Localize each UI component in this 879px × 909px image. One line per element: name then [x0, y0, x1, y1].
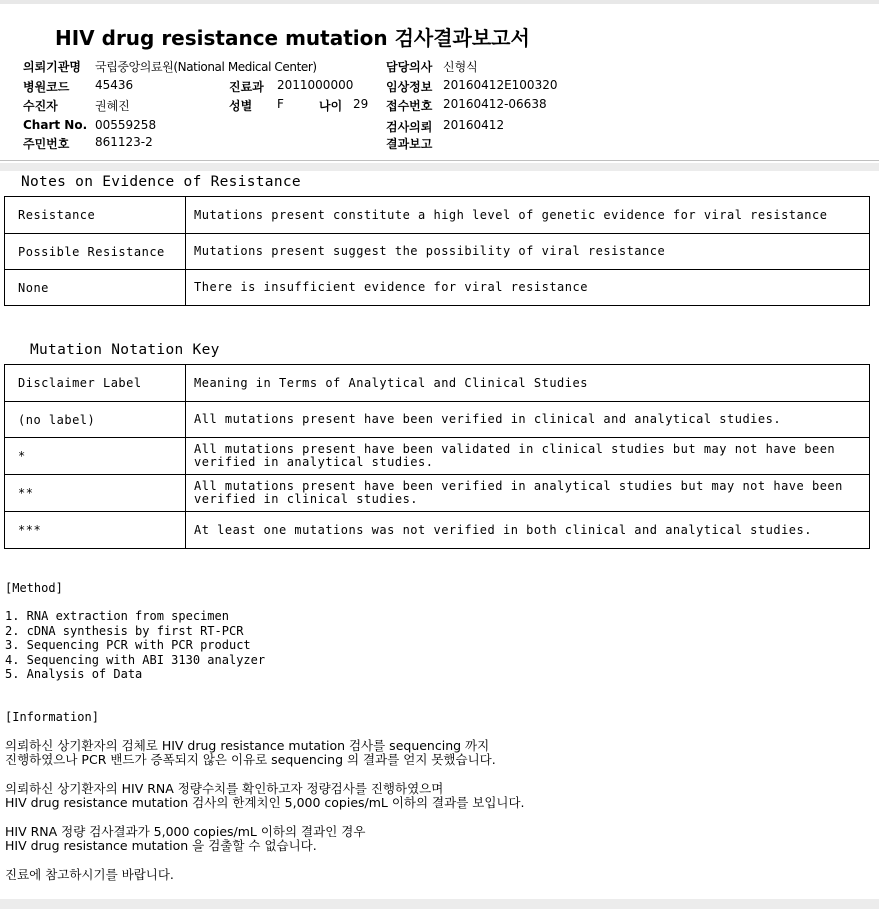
report-title: HIV drug resistance mutation 검사결과보고서	[55, 26, 530, 50]
table-row	[5, 234, 870, 270]
clinical-info-value: 20160412E100320	[443, 78, 558, 92]
info-paragraph-line: 의뢰하신 상기환자의 검체로 HIV drug resistance mutation 검사를 sequencing 까지	[5, 738, 490, 753]
request-date-label: 검사의뢰	[386, 120, 433, 134]
notation-meaning: All mutations present have been verified in clinical and analytical studies.	[186, 402, 870, 438]
evidence-table	[4, 196, 870, 306]
top-border	[0, 0, 879, 4]
resident-no-value: 861123-2	[95, 135, 153, 149]
info-paragraph-line: HIV drug resistance mutation 을 검출할 수 없습니다.	[5, 838, 317, 853]
bottom-border	[0, 899, 879, 909]
info-paragraph-line: HIV drug resistance mutation 검사의 한계치인 5,000 copies/mL 이하의 결과를 보입니다.	[5, 795, 525, 810]
table-row	[5, 270, 870, 306]
information-heading: [Information]	[5, 710, 99, 724]
evidence-term: Resistance	[5, 197, 186, 234]
notation-label: (no label)	[5, 402, 186, 438]
info-paragraph-line: 진행하였으나 PCR 밴드가 증폭되지 않은 이유로 sequencing 의 결과를 얻지 못했습니다.	[5, 752, 496, 767]
clinical-info-label: 임상정보	[386, 80, 433, 94]
evidence-meaning: Mutations present suggest the possibility of viral resistance	[186, 234, 870, 270]
method-step: 2. cDNA synthesis by first RT-PCR	[5, 623, 244, 638]
department-value: 2011000000	[277, 78, 354, 92]
doctor-value: 신형식	[443, 60, 478, 74]
requesting-institution-value: 국립중앙의료원(National Medical Center)	[95, 60, 317, 74]
method-step: 4. Sequencing with ABI 3130 analyzer	[5, 652, 266, 667]
department-label: 진료과	[229, 80, 264, 94]
notation-meaning: All mutations present have been validated in clinical studies but may not have been verified in analytical studies.	[186, 438, 870, 475]
evidence-term: Possible Resistance	[5, 234, 186, 270]
evidence-term: None	[5, 270, 186, 306]
method-step: 3. Sequencing PCR with PCR product	[5, 638, 251, 652]
info-paragraph-line: HIV RNA 정량 검사결과가 5,000 copies/mL 이하의 결과인 경우	[5, 824, 366, 839]
notation-header-meaning: Meaning in Terms of Analytical and Clinical Studies	[186, 365, 870, 402]
age-value: 29	[353, 97, 369, 111]
hospital-code-value: 45436	[95, 78, 134, 92]
header-band	[0, 163, 879, 171]
notation-header-label: Disclaimer Label	[5, 365, 186, 402]
chart-no-value: 00559258	[95, 118, 157, 132]
requesting-institution-label: 의뢰기관명	[23, 60, 81, 74]
notation-meaning: All mutations present have been verified in analytical studies but may not have been verified in clinical studies.	[186, 475, 870, 512]
notation-meaning: At least one mutations was not verified in both clinical and analytical studies.	[186, 512, 870, 549]
notation-label: *	[5, 438, 186, 475]
sex-value: F	[277, 97, 284, 111]
patient-name-label: 수진자	[23, 99, 58, 113]
method-step: 5. Analysis of Data	[5, 667, 143, 681]
evidence-meaning: Mutations present constitute a high level of genetic evidence for viral resistance	[186, 197, 870, 234]
info-paragraph-line: 의뢰하신 상기환자의 HIV RNA 정량수치를 확인하고자 정량검사를 진행하였으며	[5, 781, 444, 796]
table-row	[5, 402, 870, 438]
table-row	[5, 512, 870, 549]
table-row	[5, 438, 870, 475]
result-report-label: 결과보고	[386, 137, 433, 151]
sex-label: 성별	[229, 99, 253, 113]
table-row	[5, 197, 870, 234]
notation-table	[4, 364, 870, 549]
notation-label: **	[5, 475, 186, 512]
method-heading: [Method]	[5, 581, 63, 595]
table-row	[5, 365, 870, 402]
table-row	[5, 475, 870, 512]
info-closing: 진료에 참고하시기를 바랍니다.	[5, 867, 174, 882]
hospital-code-label: 병원코드	[23, 80, 70, 94]
evidence-section-title: Notes on Evidence of Resistance	[21, 174, 301, 190]
method-list	[5, 609, 265, 682]
notation-label: ***	[5, 512, 186, 549]
header-divider	[0, 160, 879, 161]
method-step: 1. RNA extraction from specimen	[5, 609, 229, 623]
receipt-no-value: 20160412-06638	[443, 97, 547, 111]
notation-section-title: Mutation Notation Key	[30, 342, 220, 358]
age-label: 나이	[319, 99, 343, 113]
resident-no-label: 주민번호	[23, 137, 70, 151]
patient-name-value: 권혜진	[95, 99, 130, 113]
request-date-value: 20160412	[443, 118, 505, 132]
doctor-label: 담당의사	[386, 60, 433, 74]
receipt-no-label: 접수번호	[386, 99, 433, 113]
chart-no-label: Chart No.	[23, 118, 88, 132]
evidence-meaning: There is insufficient evidence for viral resistance	[186, 270, 870, 306]
